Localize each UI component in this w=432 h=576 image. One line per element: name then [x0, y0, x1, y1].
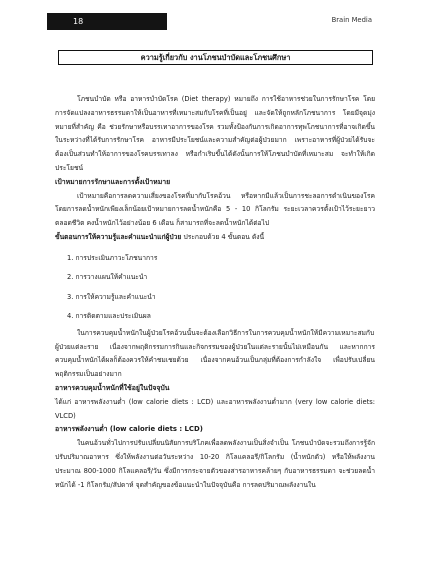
list-item: 2. การวางแผนให้คำแนะนำ [67, 273, 148, 282]
publisher-name: Brain Media [331, 16, 372, 24]
goal-paragraph: เป้าหมายคือการลดความเสี่ยงของโรคที่มากับโรคอ้วน หรือหากมีแล้วเป็นการชะลอการดำเนินของโรค โดยการลดน้ำหนักเพียงเล็กน้อยเป้าหมายการลดน้ำหนักคือ 5 - 10 กิโลกรัม ระยะเวลาควรตั้งเป้าไว้ระยะยาวตลอดชีวิต คงน้ำหนักไว้อย่างน้อย 6 เดือน ก็สามารถที่จะลดน้ำหนักได้ต่อไป [55, 191, 375, 228]
steps-line [55, 231, 375, 245]
steps-suffix: ประกอบด้วย 4 ขั้นตอน ดังนี้ [181, 232, 265, 241]
diet-paragraph: ได้แก่ อาหารพลังงานต่ำ (low calorie diets : LCD) และอาหารพลังงานต่ำมาก (very low calorie diets: VLCD) [55, 397, 375, 420]
list-item: 1. การประเมินภาวะโภชนาการ [67, 253, 158, 262]
lcd-paragraph: ในคนอ้วนทั่วไปการปรับเปลี่ยนนิสัยการบริโภคเพื่อลดพลังงานเป็นสิ่งจำเป็น โภชนบำบัดจะรวมถึงการรู้จักปรับปริมาณอาหาร ซึ่งให้พลังงานต่อวันระหว่าง 10-20 กิโลแคลอรี/กิโลกรัม (น้ำหนักตัว) หรือให้พลังงานประมาณ 800-1000 กิโลแคลอรี/วัน ซึ่งมีการกระจายตัวของสารอาหารคล้ายๆ กับอาหารธรรมดา จะช่วยลดน้ำหนักได้ -1 กิโลกรัม/สัปดาห์ จุดสำคัญของข้อแนะนำในปัจจุบันคือ การลดปริมาณพลังงานใน [55, 439, 375, 489]
lcd-heading: อาหารพลังงานต่ำ (low calorie diets : LCD) [55, 425, 203, 434]
body-text [55, 93, 375, 492]
page-header [47, 13, 372, 31]
diet-heading: อาหารควบคุมน้ำหนักที่ใช้อยู่ในปัจจุบัน [55, 383, 170, 392]
list-item: 3. การให้ความรู้และคำแนะนำ [67, 292, 156, 301]
steps-list [55, 249, 375, 327]
list-item: 4. การติดตามและประเมินผล [67, 312, 151, 321]
goal-heading: เป้าหมายการรักษาและการตั้งเป้าหมาย [55, 177, 171, 186]
page-number: 18 [47, 13, 167, 30]
weight-paragraph: ในการควบคุมน้ำหนักในผู้ป่วยโรคอ้วนนั้นจะต้องเลือกวิธีการในการควบคุมน้ำหนักให้มีความเหมาะสมกับผู้ป่วยแต่ละราย เนื่องจากพฤติกรรมการกินและกิจกรรมของผู้ป่วยในแต่ละรายนั้นไม่เหมือนกัน และหากการควบคุมน้ำหนักได้ผลก็ต้องควรให้คำชมเชยด้วย เนื่องจากคนอ้วนเป็นกลุ่มที่ต้องการกำลังใจ เพื่อปรับเปลี่ยนพฤติกรรมเป็นอย่างมาก [55, 328, 375, 379]
steps-heading: ขั้นตอนการให้ความรู้และคำแนะนำแก่ผู้ป่วย [55, 232, 182, 241]
section-title: ความรู้เกี่ยวกับ งานโภชนบำบัดและโภชนศึกษา [58, 50, 373, 65]
intro-paragraph: โภชนบำบัด หรือ อาหารบำบัดโรค (Diet therapy) หมายถึง การใช้อาหารช่วยในการรักษาโรค โดยการจัดแปลงอาหารธรรมดาให้เป็นอาหารที่เหมาะสมกับโรคที่เป็นอยู่ และจัดให้ถูกหลักโภชนาการ โดยมีจุดมุ่งหมายที่สำคัญ คือ ช่วยรักษาหรือบรรเทาอาการของโรค รวมทั้งป้องกันการเกิดอาการทุพโภชนาการที่อาจเกิดขึ้นในระหว่างที่ได้รับการรักษาโรค อาหารมีประโยชน์และความสำคัญต่อผู้ป่วยมาก เพราะอาหารที่ผู้ป่วยได้รับจะต้องเป็นส่วนทำให้อาการของโรคบรรเทาลง หรือกำเริบขึ้นได้ดังนั้นการให้โภชนบำบัดที่เหมาะสม จะทำให้เกิดประโยชน์ [55, 95, 375, 172]
